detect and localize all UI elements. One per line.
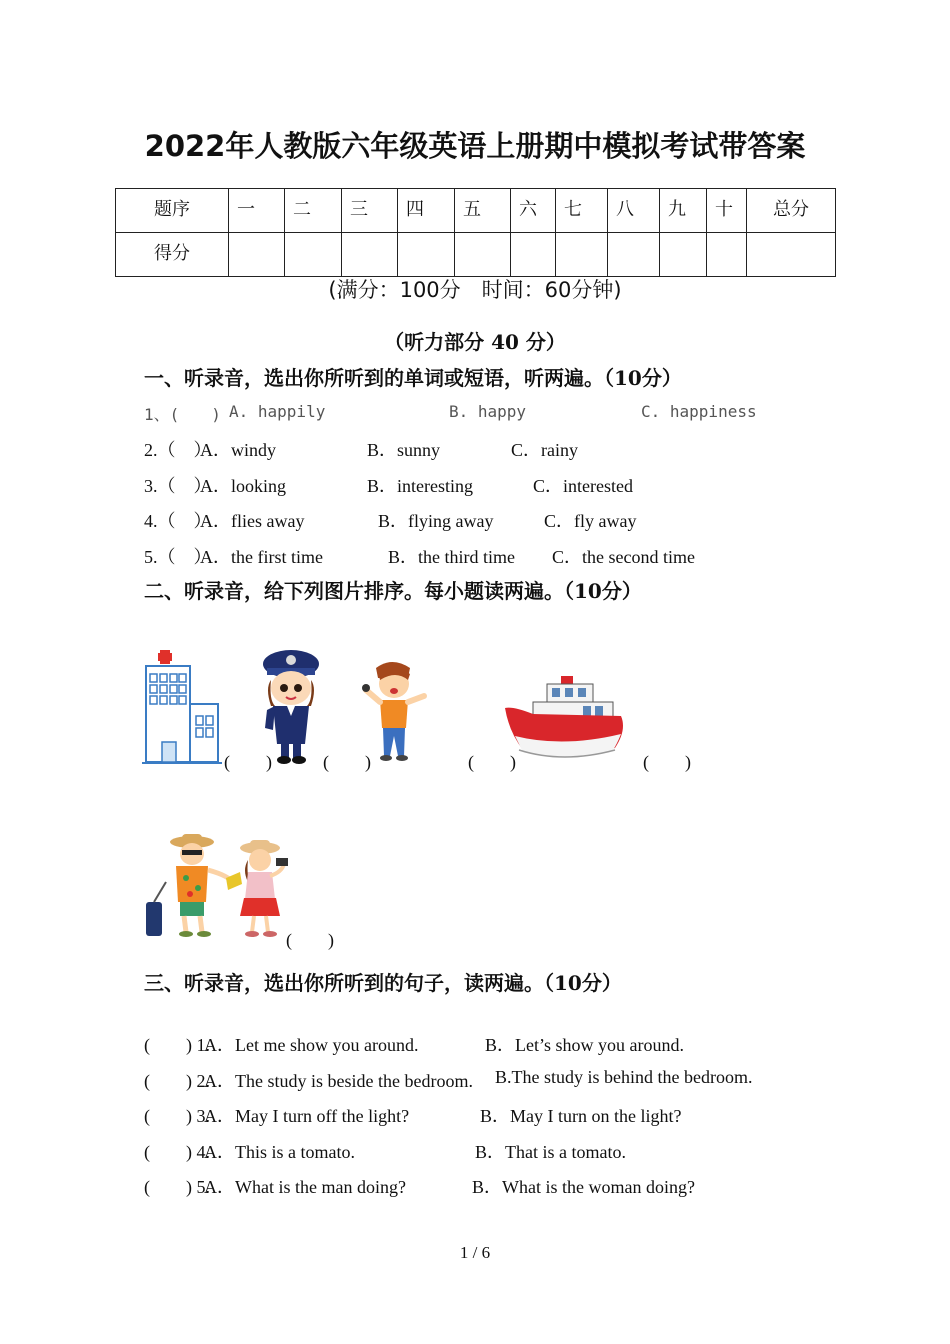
exam-meta: (满分：100分 时间：60分钟) [328, 278, 622, 302]
q4-option-b: B．flying away [378, 511, 494, 531]
s3-q4-option-b: B．That is a tomato. [475, 1142, 626, 1162]
q4-number: 4.（ ） [144, 511, 212, 531]
s3-q3-number: ( ) 3. [144, 1106, 210, 1126]
score-cell[interactable] [511, 233, 556, 277]
q5-option-c: C．the second time [552, 547, 695, 567]
picture-1-answer-blank[interactable]: ( ) [224, 752, 272, 772]
header-cell: 六 [511, 189, 556, 233]
page-title: 2022年人教版六年级英语上册期中模拟考试带答案 [144, 129, 806, 163]
q3-option-b: B．interesting [367, 476, 473, 496]
score-cell[interactable] [342, 233, 398, 277]
picture-2-answer-blank[interactable]: ( ) [323, 752, 371, 772]
page-number: 1 / 6 [459, 1243, 491, 1262]
header-cell: 四 [398, 189, 455, 233]
header-cell: 三 [342, 189, 398, 233]
header-cell: 九 [660, 189, 707, 233]
q2-option-b: B．sunny [367, 440, 441, 460]
part-heading: （听力部分 40 分） [384, 330, 566, 354]
s3-q3-option-b: B．May I turn on the light? [480, 1106, 682, 1126]
boat-picture [503, 670, 631, 766]
s3-q1-option-b: B．Let’s show you around. [485, 1035, 684, 1055]
s3-q4-option-a: A．This is a tomato. [204, 1142, 355, 1162]
picture-3-answer-blank[interactable]: ( ) [468, 752, 516, 772]
header-cell-order: 题序 [116, 189, 229, 233]
q1-option-c: C. happiness [641, 402, 757, 421]
score-table [115, 188, 836, 277]
s3-q1-option-a: A．Let me show you around. [204, 1035, 419, 1055]
q3-option-a: A．looking [200, 476, 287, 496]
section-3-heading: 三、听录音，选出你所听到的句子，读两遍。（10分） [144, 971, 622, 995]
q3-option-c: C．interested [533, 476, 633, 496]
q3-number: 3.（ ） [144, 476, 212, 496]
header-cell: 一 [229, 189, 285, 233]
q5-number: 5.（ ） [144, 547, 212, 567]
score-cell[interactable] [455, 233, 511, 277]
header-cell: 二 [285, 189, 342, 233]
s3-q5-number: ( ) 5. [144, 1177, 210, 1197]
s3-q2-option-a: A．The study is beside the bedroom. [204, 1071, 473, 1091]
q1-option-b: B. happy [449, 402, 527, 421]
police-officer-picture [255, 644, 327, 766]
q4-option-c: C．fly away [544, 511, 637, 531]
s3-q2-option-b: B.The study is behind the bedroom. [495, 1067, 753, 1087]
score-table-score-row [116, 233, 836, 277]
s3-q5-option-a: A．What is the man doing? [204, 1177, 406, 1197]
q1-number: 1、( ) [144, 405, 221, 424]
q2-option-c: C．rainy [511, 440, 578, 460]
score-row-label: 得分 [116, 233, 229, 277]
s3-q3-option-a: A．May I turn off the light? [204, 1106, 410, 1126]
header-cell: 八 [608, 189, 660, 233]
picture-5-answer-blank[interactable]: ( ) [286, 930, 334, 950]
singing-boy-picture [356, 658, 432, 764]
s3-q2-number: ( ) 2. [144, 1071, 210, 1091]
header-cell-total: 总分 [747, 189, 836, 233]
score-cell[interactable] [707, 233, 747, 277]
score-cell[interactable] [747, 233, 836, 277]
hospital-picture [142, 644, 224, 766]
section-1-heading: 一、听录音，选出你所听到的单词或短语，听两遍。（10分） [144, 366, 682, 390]
s3-q5-option-b: B．What is the woman doing? [472, 1177, 695, 1197]
q5-option-a: A．the first time [200, 547, 323, 567]
header-cell: 七 [556, 189, 608, 233]
score-table-header-row [116, 189, 836, 233]
header-cell: 十 [707, 189, 747, 233]
q1-option-a: A. happily [229, 402, 326, 421]
q5-option-b: B．the third time [388, 547, 515, 567]
s3-q1-number: ( ) 1. [144, 1035, 210, 1055]
tourists-picture [142, 832, 292, 942]
s3-q4-number: ( ) 4. [144, 1142, 210, 1162]
score-cell[interactable] [608, 233, 660, 277]
header-cell: 五 [455, 189, 511, 233]
q2-number: 2.（ ） [144, 440, 212, 460]
q4-option-a: A．flies away [200, 511, 305, 531]
q2-option-a: A．windy [200, 440, 276, 460]
score-cell[interactable] [229, 233, 285, 277]
section-2-heading: 二、听录音，给下列图片排序。每小题读两遍。（10分） [144, 579, 642, 603]
picture-4-answer-blank[interactable]: ( ) [643, 752, 691, 772]
score-cell[interactable] [660, 233, 707, 277]
score-cell[interactable] [398, 233, 455, 277]
score-cell[interactable] [556, 233, 608, 277]
score-cell[interactable] [285, 233, 342, 277]
